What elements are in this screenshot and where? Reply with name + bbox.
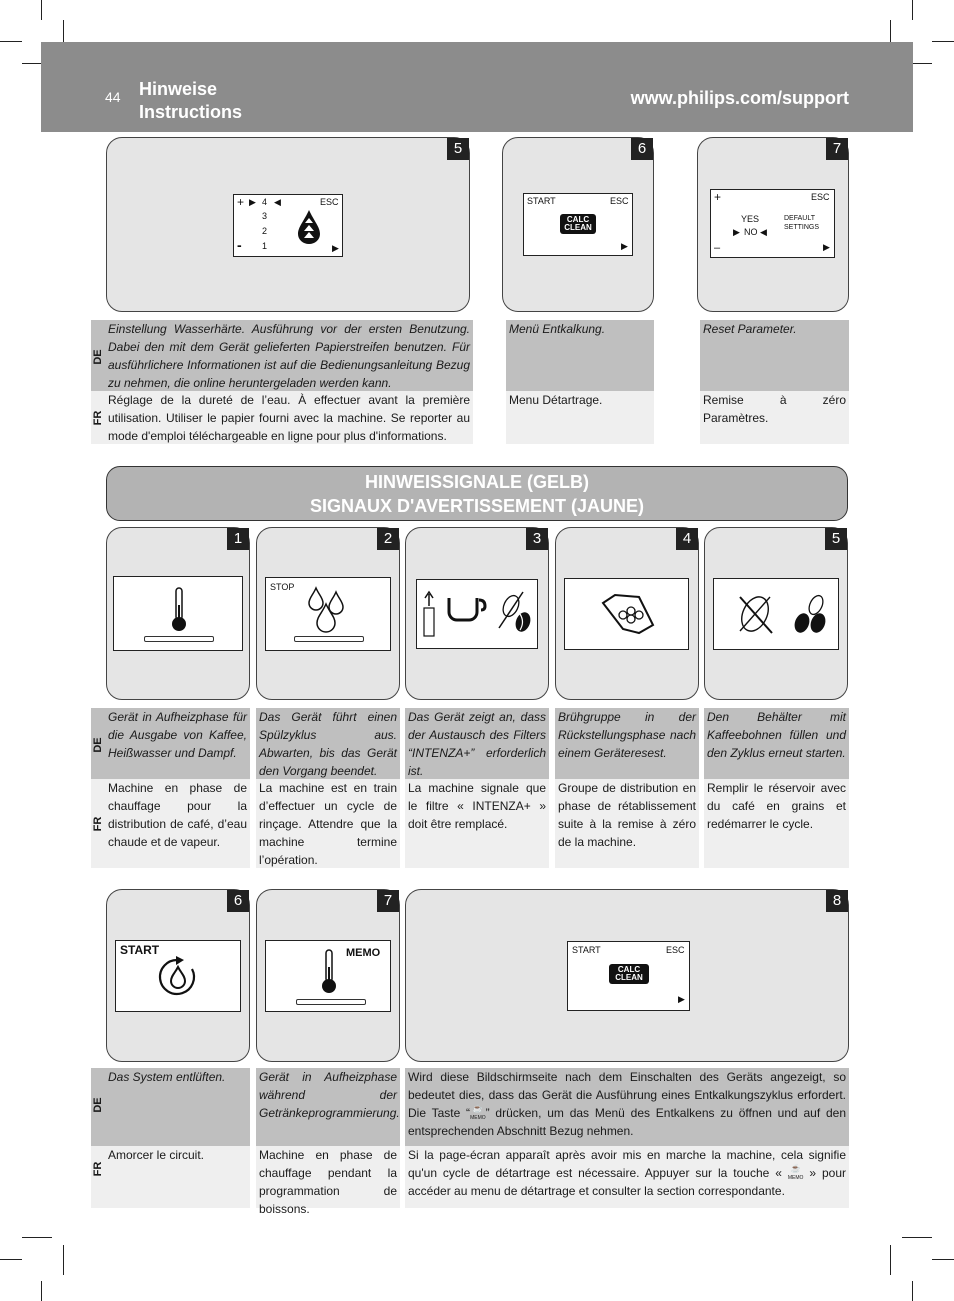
step-number: 2 [377, 528, 399, 550]
page-title [139, 78, 242, 124]
page-number: 44 [105, 89, 121, 105]
title-en: Instructions [139, 102, 243, 122]
step-number: 7 [826, 138, 848, 160]
text-fr: La machine est en train d’effectuer un cycle de rinçage. Attendre que la machine termine l’opération. [256, 779, 400, 868]
text-de: Wird diese Bildschirmseite nach dem Einschalten des Geräts angezeigt, so bedeutet dies, dass das Gerät die Ausführung eines Entkalkungszyklus erfordert. Die Taste “ ☕ MEMO” drücken, um das Menü des Entkalkens zu öffnen und auf den entsprechenden Abschnitt Bezug nehmen. [405, 1068, 849, 1146]
text-de: Den Behälter mit Kaffeebohnen füllen und den Zyklus erneut starten. [704, 708, 849, 779]
level-1: 1 [262, 241, 268, 251]
crop-mark [0, 1259, 22, 1260]
prime-circuit-icon [156, 955, 200, 999]
text-fr: Remise à zéro Paramètres. [700, 391, 849, 444]
lang-fr-label: FR [92, 410, 104, 426]
display-screen [233, 194, 343, 257]
text-fr: Remplir le réservoir avec du café en grains et redémarrer le cycle. [704, 779, 849, 868]
right-arrow-icon: ▶ [249, 197, 256, 207]
crop-mark [932, 1259, 954, 1260]
crop-mark [63, 1245, 64, 1275]
crop-mark [932, 41, 954, 42]
settings-label: SETTINGS [784, 224, 820, 231]
right-arrow-icon: ▶ [678, 994, 685, 1004]
section-banner [106, 466, 848, 521]
progress-bar [144, 636, 214, 642]
minus-sign: - [237, 237, 242, 253]
right-arrow-icon: ▶ [621, 241, 628, 251]
display-screen [265, 577, 391, 651]
esc-label: ESC [610, 196, 629, 206]
display-screen [265, 940, 391, 1012]
panel-descaling-menu [502, 137, 654, 312]
esc-label: ESC [811, 192, 830, 202]
display-screen [713, 578, 839, 650]
display-screen [523, 193, 633, 256]
crop-mark [890, 1245, 891, 1275]
panel-fill-beans [704, 527, 848, 700]
calc-clean-icon: CALC CLEAN [609, 964, 649, 984]
crop-mark [0, 41, 22, 42]
display-screen [710, 189, 835, 258]
level-3: 3 [262, 211, 268, 221]
panel-prime-circuit [106, 889, 250, 1062]
level-4: 4 [262, 197, 268, 207]
banner-title-de: HINWEISSIGNALE (GELB) [365, 472, 589, 492]
text-fr: FR Réglage de la dureté de l’eau. À effectuer avant la première utilisation. Utiliser le papier fourni avec la machine. Se reporter au mode d'emploi téléchargeable en ligne pour plus d'informations. [91, 391, 473, 444]
crop-mark [41, 1281, 42, 1301]
level-2: 2 [262, 226, 268, 236]
filter-icon [421, 588, 441, 638]
thermometer-icon [170, 587, 188, 633]
no-option: NO [744, 227, 758, 237]
display-screen [416, 579, 538, 649]
coffee-beans-icon [790, 589, 830, 639]
step-number: 8 [826, 890, 848, 912]
panel-rinsing [256, 527, 400, 700]
thermometer-icon [320, 949, 338, 995]
crop-mark [912, 0, 913, 20]
plus-sign: + [237, 195, 245, 209]
lang-de-label: DE [92, 349, 104, 365]
panel-descaling-required [405, 889, 849, 1062]
text-de: Das Gerät führt einen Spülzyklus aus. Abwarten, bis das Gerät den Vorgang beendet. [256, 708, 400, 779]
panel-heating-memo [256, 889, 400, 1062]
water-drops-icon [306, 586, 350, 636]
lang-de-label: DE [92, 737, 104, 753]
plus-sign: + [714, 190, 722, 204]
coffee-beans-icon [493, 588, 537, 638]
step-number: 6 [631, 138, 653, 160]
text-de: Gerät in Aufheizphase während der Getränkeprogrammierung. [256, 1068, 400, 1146]
text-de: DE Einstellung Wasserhärte. Ausführung vor der ersten Benutzung. Dabei den mit dem Gerät gelieferten Papierstreifen benutzen. Für ausführlichere Informationen ist auf die Bedienungsanleitung Bezug zu nehmen, die online heruntergeladen werden kann. [91, 320, 473, 391]
text-de: DE Gerät in Aufheizphase für die Ausgabe von Kaffee, Heißwasser und Dampf. [91, 708, 250, 779]
text-de: DE Das System entlüften. [91, 1068, 250, 1146]
text-de: Menü Entkalkung. [506, 320, 654, 391]
progress-bar [296, 999, 366, 1005]
display-screen [567, 941, 690, 1011]
brew-group-icon [599, 589, 657, 637]
right-arrow-icon: ▶ [332, 243, 339, 253]
title-de: Hinweise [139, 79, 218, 99]
step-number: 5 [825, 528, 847, 550]
memo-key-icon: ☕ MEMO [470, 1104, 486, 1122]
progress-bar [294, 636, 364, 642]
lang-fr-label: FR [92, 816, 104, 832]
panel-brew-group-reset [555, 527, 699, 700]
esc-label: ESC [666, 945, 685, 955]
panel-filter-replace [405, 527, 549, 700]
crop-mark [902, 1237, 932, 1238]
calc-clean-icon: CALC CLEAN [560, 214, 596, 234]
memo-key-icon: ☕ MEMO [787, 1164, 804, 1182]
stop-label: STOP [270, 582, 295, 592]
step-number: 1 [227, 528, 249, 550]
panel-water-hardness [106, 137, 470, 312]
start-label: START [527, 196, 556, 206]
step-number: 4 [676, 528, 698, 550]
step-number: 3 [526, 528, 548, 550]
crop-mark [912, 1281, 913, 1301]
text-fr: Machine en phase de chauffage pendant la programmation de boissons. [256, 1146, 400, 1208]
right-arrow-icon: ▶ [823, 242, 830, 252]
text-fr: Menu Détartrage. [506, 391, 654, 444]
support-url[interactable]: www.philips.com/support [630, 88, 849, 108]
step-number: 5 [447, 138, 469, 160]
minus-sign: – [714, 242, 721, 254]
memo-label: MEMO [346, 947, 381, 959]
text-fr: Groupe de distribution en phase de rétablissement suite à la remise à zéro de la machine. [555, 779, 699, 868]
text-de: Reset Parameter. [700, 320, 849, 391]
lang-fr-label: FR [92, 1161, 104, 1177]
start-label: START [120, 943, 160, 957]
text-fr: FR Machine en phase de chauffage pour la distribution de café, d’eau chaude et de vapeur. [91, 779, 250, 868]
yes-option: YES [741, 214, 760, 224]
crop-mark [22, 1237, 52, 1238]
left-arrow-icon: ◀ [274, 197, 281, 207]
text-de: Brühgruppe in der Rückstellungsphase nach einem Geräteresest. [555, 708, 699, 779]
page-header [41, 42, 913, 132]
display-screen [564, 578, 689, 650]
panel-reset-parameters [697, 137, 849, 312]
text-de: Das Gerät zeigt an, dass der Austausch des Filters “INTENZA+” erforderlich ist. [405, 708, 549, 779]
panel-heating [106, 527, 250, 700]
step-number: 7 [377, 890, 399, 912]
esc-label: ESC [320, 197, 339, 207]
text-fr: Si la page-écran apparaît après avoir mis en marche la machine, cela signifie qu'un cycle de détartrage est nécessaire. Appuyer sur la touche « ☕ MEMO » pour accéder au menu de détartrage et consulter la section correspondante. [405, 1146, 849, 1208]
start-label: START [572, 945, 601, 955]
default-label: DEFAULT [784, 215, 815, 222]
water-tank-icon [445, 594, 487, 624]
no-beans-icon [734, 591, 776, 637]
display-screen [115, 940, 241, 1012]
banner-title-fr: SIGNAUX D'AVERTISSEMENT (JAUNE) [310, 496, 644, 516]
display-screen [113, 576, 243, 651]
crop-mark [41, 0, 42, 20]
water-drop-icon [296, 209, 322, 245]
lang-de-label: DE [92, 1097, 104, 1113]
left-arrow-icon: ◀ [760, 227, 767, 237]
text-fr: FR Amorcer le circuit. [91, 1146, 250, 1208]
right-arrow-icon: ▶ [733, 227, 740, 237]
text-fr: La machine signale que le filtre « INTENZA+ » doit être remplacé. [405, 779, 549, 868]
step-number: 6 [227, 890, 249, 912]
